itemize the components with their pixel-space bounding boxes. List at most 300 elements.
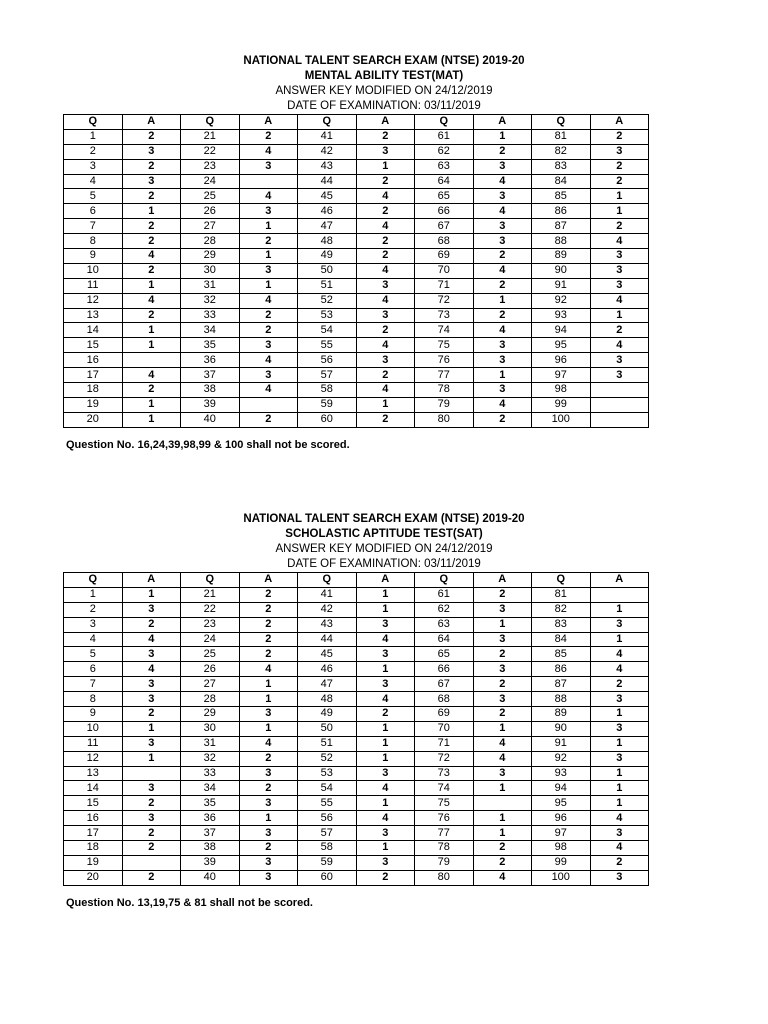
mat-header <box>0 54 768 114</box>
answer-cell: 3 <box>122 174 181 189</box>
answer-cell: 2 <box>239 781 298 796</box>
answer-cell: 4 <box>239 383 298 398</box>
table-row <box>64 174 649 189</box>
answer-cell <box>239 397 298 412</box>
question-number-cell: 2 <box>64 144 123 159</box>
answer-cell: 4 <box>122 249 181 264</box>
question-number-cell: 7 <box>64 219 123 234</box>
question-number-cell: 64 <box>415 632 474 647</box>
table-row <box>64 677 649 692</box>
question-number-cell: 30 <box>181 263 240 278</box>
question-number-cell: 36 <box>181 353 240 368</box>
answer-cell: 1 <box>590 632 649 647</box>
answer-cell: 2 <box>590 159 649 174</box>
answer-cell: 3 <box>473 234 532 249</box>
answer-cell: 3 <box>473 189 532 204</box>
answer-cell: 4 <box>473 397 532 412</box>
question-number-cell: 82 <box>532 602 591 617</box>
answer-cell: 2 <box>473 677 532 692</box>
answer-cell: 3 <box>239 204 298 219</box>
answer-cell: 2 <box>356 870 415 885</box>
question-number-cell: 14 <box>64 781 123 796</box>
question-column-header: Q <box>298 115 357 130</box>
answer-cell: 3 <box>473 662 532 677</box>
question-number-cell: 26 <box>181 204 240 219</box>
answer-cell: 4 <box>356 781 415 796</box>
answer-cell <box>590 412 649 427</box>
answer-cell: 2 <box>356 129 415 144</box>
answer-cell: 3 <box>356 308 415 323</box>
question-number-cell: 68 <box>415 234 474 249</box>
question-number-cell: 67 <box>415 219 474 234</box>
answer-cell: 3 <box>239 159 298 174</box>
question-number-cell: 92 <box>532 293 591 308</box>
question-number-cell: 74 <box>415 323 474 338</box>
answer-cell: 2 <box>122 383 181 398</box>
answer-column-header: A <box>473 115 532 130</box>
answer-cell: 4 <box>356 632 415 647</box>
answer-cell: 2 <box>122 617 181 632</box>
question-number-cell: 49 <box>298 249 357 264</box>
table-row <box>64 189 649 204</box>
answer-cell: 3 <box>473 766 532 781</box>
answer-cell: 1 <box>356 662 415 677</box>
question-number-cell: 53 <box>298 308 357 323</box>
question-number-cell: 72 <box>415 293 474 308</box>
answer-cell: 2 <box>473 144 532 159</box>
sat-section <box>0 512 768 909</box>
question-number-cell: 38 <box>181 841 240 856</box>
question-number-cell: 8 <box>64 692 123 707</box>
table-row <box>64 826 649 841</box>
sat-exam-date: DATE OF EXAMINATION: 03/11/2019 <box>287 558 481 570</box>
answer-column-header: A <box>239 115 298 130</box>
table-row <box>64 602 649 617</box>
table-row <box>64 855 649 870</box>
answer-cell: 2 <box>122 219 181 234</box>
answer-cell: 3 <box>590 249 649 264</box>
answer-cell: 3 <box>473 219 532 234</box>
answer-cell: 4 <box>122 662 181 677</box>
answer-cell: 1 <box>356 841 415 856</box>
answer-cell: 1 <box>122 751 181 766</box>
question-number-cell: 80 <box>415 870 474 885</box>
table-row <box>64 870 649 885</box>
answer-cell: 2 <box>473 841 532 856</box>
question-number-cell: 13 <box>64 766 123 781</box>
question-number-cell: 45 <box>298 189 357 204</box>
answer-cell: 3 <box>356 647 415 662</box>
question-number-cell: 28 <box>181 234 240 249</box>
question-number-cell: 55 <box>298 338 357 353</box>
question-column-header: Q <box>181 115 240 130</box>
question-number-cell: 25 <box>181 189 240 204</box>
question-number-cell: 54 <box>298 781 357 796</box>
answer-cell: 4 <box>239 144 298 159</box>
question-number-cell: 89 <box>532 249 591 264</box>
answer-cell: 4 <box>473 174 532 189</box>
answer-cell: 4 <box>122 293 181 308</box>
question-number-cell: 2 <box>64 602 123 617</box>
question-number-cell: 1 <box>64 129 123 144</box>
answer-cell: 4 <box>239 736 298 751</box>
table-row <box>64 129 649 144</box>
answer-cell: 1 <box>122 721 181 736</box>
answer-cell: 2 <box>122 826 181 841</box>
question-number-cell: 42 <box>298 144 357 159</box>
answer-cell: 1 <box>473 617 532 632</box>
question-number-cell: 60 <box>298 870 357 885</box>
table-row <box>64 204 649 219</box>
question-column-header: Q <box>64 573 123 588</box>
table-row <box>64 796 649 811</box>
question-number-cell: 24 <box>181 632 240 647</box>
question-number-cell: 69 <box>415 249 474 264</box>
question-number-cell: 17 <box>64 368 123 383</box>
answer-cell: 3 <box>122 736 181 751</box>
answer-cell: 1 <box>356 736 415 751</box>
answer-cell: 2 <box>122 129 181 144</box>
question-number-cell: 22 <box>181 602 240 617</box>
sat-scoring-note: Question No. 13,19,75 & 81 shall not be scored. <box>66 897 313 909</box>
answer-cell: 1 <box>473 826 532 841</box>
question-number-cell: 53 <box>298 766 357 781</box>
question-number-cell: 23 <box>181 159 240 174</box>
question-number-cell: 97 <box>532 826 591 841</box>
question-number-cell: 32 <box>181 293 240 308</box>
question-number-cell: 86 <box>532 204 591 219</box>
answer-cell: 2 <box>239 129 298 144</box>
table-row <box>64 412 649 427</box>
question-number-cell: 73 <box>415 308 474 323</box>
answer-cell: 1 <box>590 766 649 781</box>
question-number-cell: 100 <box>532 412 591 427</box>
question-number-cell: 81 <box>532 587 591 602</box>
table-row <box>64 707 649 722</box>
answer-cell: 4 <box>473 323 532 338</box>
question-number-cell: 88 <box>532 692 591 707</box>
question-number-cell: 71 <box>415 736 474 751</box>
question-number-cell: 15 <box>64 796 123 811</box>
question-number-cell: 10 <box>64 721 123 736</box>
question-number-cell: 41 <box>298 129 357 144</box>
answer-cell: 2 <box>356 412 415 427</box>
question-number-cell: 76 <box>415 811 474 826</box>
answer-cell: 1 <box>473 368 532 383</box>
answer-cell: 1 <box>239 811 298 826</box>
answer-cell: 2 <box>356 707 415 722</box>
answer-cell: 1 <box>356 397 415 412</box>
question-number-cell: 19 <box>64 397 123 412</box>
question-number-cell: 89 <box>532 707 591 722</box>
question-number-cell: 25 <box>181 647 240 662</box>
question-number-cell: 22 <box>181 144 240 159</box>
question-number-cell: 35 <box>181 796 240 811</box>
question-number-cell: 91 <box>532 278 591 293</box>
sat-subtitle: SCHOLASTIC APTITUDE TEST(SAT) <box>285 528 483 540</box>
answer-cell: 3 <box>239 263 298 278</box>
answer-cell: 2 <box>473 308 532 323</box>
question-number-cell: 78 <box>415 383 474 398</box>
question-number-cell: 19 <box>64 855 123 870</box>
table-row <box>64 632 649 647</box>
answer-cell: 2 <box>122 234 181 249</box>
answer-cell: 1 <box>590 796 649 811</box>
answer-cell: 2 <box>122 308 181 323</box>
question-number-cell: 98 <box>532 383 591 398</box>
answer-cell: 4 <box>239 189 298 204</box>
question-number-cell: 95 <box>532 338 591 353</box>
answer-cell: 1 <box>356 159 415 174</box>
answer-cell: 3 <box>590 751 649 766</box>
answer-cell: 2 <box>590 219 649 234</box>
question-number-cell: 37 <box>181 368 240 383</box>
mat-section <box>0 54 768 451</box>
answer-cell: 3 <box>590 353 649 368</box>
question-number-cell: 90 <box>532 263 591 278</box>
question-number-cell: 90 <box>532 721 591 736</box>
answer-cell: 4 <box>356 263 415 278</box>
answer-cell: 1 <box>473 293 532 308</box>
answer-cell: 1 <box>356 602 415 617</box>
question-number-cell: 47 <box>298 677 357 692</box>
mat-modified-line: ANSWER KEY MODIFIED ON 24/12/2019 <box>275 85 493 97</box>
answer-cell: 2 <box>122 796 181 811</box>
question-number-cell: 85 <box>532 189 591 204</box>
question-number-cell: 98 <box>532 841 591 856</box>
question-number-cell: 35 <box>181 338 240 353</box>
question-number-cell: 72 <box>415 751 474 766</box>
answer-cell: 2 <box>473 278 532 293</box>
answer-cell: 4 <box>473 263 532 278</box>
answer-cell: 2 <box>356 249 415 264</box>
table-row <box>64 159 649 174</box>
answer-cell: 1 <box>473 781 532 796</box>
answer-cell: 3 <box>122 781 181 796</box>
answer-cell: 2 <box>122 189 181 204</box>
question-number-cell: 64 <box>415 174 474 189</box>
answer-column-header: A <box>590 573 649 588</box>
question-number-cell: 13 <box>64 308 123 323</box>
answer-cell: 4 <box>356 811 415 826</box>
answer-cell: 1 <box>356 721 415 736</box>
answer-cell: 4 <box>239 293 298 308</box>
question-number-cell: 61 <box>415 129 474 144</box>
question-number-cell: 86 <box>532 662 591 677</box>
mat-subtitle: MENTAL ABILITY TEST(MAT) <box>304 70 464 82</box>
question-number-cell: 47 <box>298 219 357 234</box>
answer-cell: 1 <box>239 278 298 293</box>
mat-title: NATIONAL TALENT SEARCH EXAM (NTSE) 2019-20 <box>243 55 525 67</box>
answer-cell: 2 <box>473 249 532 264</box>
question-number-cell: 96 <box>532 353 591 368</box>
question-number-cell: 56 <box>298 353 357 368</box>
question-number-cell: 76 <box>415 353 474 368</box>
question-number-cell: 5 <box>64 647 123 662</box>
question-number-cell: 18 <box>64 841 123 856</box>
answer-column-header: A <box>590 115 649 130</box>
question-number-cell: 46 <box>298 204 357 219</box>
answer-cell: 3 <box>122 677 181 692</box>
question-number-cell: 95 <box>532 796 591 811</box>
answer-cell: 3 <box>239 855 298 870</box>
answer-column-header: A <box>122 115 181 130</box>
answer-cell: 4 <box>122 368 181 383</box>
answer-cell: 2 <box>473 855 532 870</box>
question-number-cell: 3 <box>64 159 123 174</box>
answer-cell: 3 <box>239 707 298 722</box>
question-number-cell: 62 <box>415 144 474 159</box>
question-number-cell: 4 <box>64 632 123 647</box>
question-number-cell: 4 <box>64 174 123 189</box>
question-number-cell: 6 <box>64 662 123 677</box>
question-number-cell: 99 <box>532 397 591 412</box>
question-number-cell: 24 <box>181 174 240 189</box>
sat-modified-line: ANSWER KEY MODIFIED ON 24/12/2019 <box>275 543 493 555</box>
question-number-cell: 38 <box>181 383 240 398</box>
answer-cell: 3 <box>356 677 415 692</box>
table-row <box>64 353 649 368</box>
answer-cell: 2 <box>122 841 181 856</box>
table-row <box>64 647 649 662</box>
question-number-cell: 17 <box>64 826 123 841</box>
answer-cell: 3 <box>239 796 298 811</box>
question-number-cell: 32 <box>181 751 240 766</box>
question-number-cell: 33 <box>181 308 240 323</box>
question-number-cell: 27 <box>181 677 240 692</box>
answer-cell: 3 <box>356 353 415 368</box>
answer-cell: 1 <box>590 189 649 204</box>
answer-cell: 2 <box>590 323 649 338</box>
question-number-cell: 66 <box>415 662 474 677</box>
answer-cell: 3 <box>590 692 649 707</box>
answer-cell: 2 <box>122 159 181 174</box>
question-number-cell: 51 <box>298 736 357 751</box>
question-number-cell: 31 <box>181 278 240 293</box>
table-row <box>64 736 649 751</box>
question-number-cell: 28 <box>181 692 240 707</box>
answer-cell: 2 <box>356 368 415 383</box>
question-number-cell: 16 <box>64 811 123 826</box>
table-row <box>64 323 649 338</box>
answer-cell: 4 <box>473 736 532 751</box>
answer-cell: 2 <box>239 647 298 662</box>
question-number-cell: 77 <box>415 826 474 841</box>
mat-exam-date: DATE OF EXAMINATION: 03/11/2019 <box>287 100 481 112</box>
answer-cell: 2 <box>473 647 532 662</box>
answer-cell: 1 <box>239 721 298 736</box>
answer-cell: 1 <box>122 278 181 293</box>
question-number-cell: 40 <box>181 870 240 885</box>
question-number-cell: 12 <box>64 751 123 766</box>
answer-cell: 3 <box>590 368 649 383</box>
question-number-cell: 43 <box>298 617 357 632</box>
answer-cell: 2 <box>239 617 298 632</box>
answer-cell: 3 <box>590 617 649 632</box>
question-number-cell: 84 <box>532 174 591 189</box>
question-number-cell: 97 <box>532 368 591 383</box>
answer-cell: 3 <box>473 159 532 174</box>
answer-cell <box>590 587 649 602</box>
answer-cell: 4 <box>473 870 532 885</box>
answer-cell: 2 <box>356 204 415 219</box>
answer-cell: 3 <box>356 144 415 159</box>
question-number-cell: 29 <box>181 249 240 264</box>
question-number-cell: 65 <box>415 189 474 204</box>
question-number-cell: 83 <box>532 617 591 632</box>
table-row <box>64 587 649 602</box>
answer-cell: 2 <box>356 234 415 249</box>
question-number-cell: 31 <box>181 736 240 751</box>
answer-cell: 2 <box>473 707 532 722</box>
question-number-cell: 75 <box>415 796 474 811</box>
question-number-cell: 12 <box>64 293 123 308</box>
answer-cell: 3 <box>590 870 649 885</box>
question-number-cell: 29 <box>181 707 240 722</box>
answer-cell: 1 <box>356 587 415 602</box>
answer-cell: 3 <box>356 278 415 293</box>
question-number-cell: 87 <box>532 219 591 234</box>
table-row <box>64 811 649 826</box>
answer-cell: 3 <box>122 811 181 826</box>
answer-cell <box>590 383 649 398</box>
question-number-cell: 78 <box>415 841 474 856</box>
question-number-cell: 66 <box>415 204 474 219</box>
question-number-cell: 18 <box>64 383 123 398</box>
table-row <box>64 368 649 383</box>
table-row <box>64 234 649 249</box>
table-header-row <box>64 115 649 130</box>
question-number-cell: 7 <box>64 677 123 692</box>
answer-cell: 3 <box>590 721 649 736</box>
question-number-cell: 83 <box>532 159 591 174</box>
question-number-cell: 92 <box>532 751 591 766</box>
question-number-cell: 26 <box>181 662 240 677</box>
answer-cell: 2 <box>122 707 181 722</box>
answer-cell: 1 <box>473 811 532 826</box>
question-number-cell: 5 <box>64 189 123 204</box>
question-number-cell: 27 <box>181 219 240 234</box>
question-number-cell: 50 <box>298 263 357 278</box>
answer-cell: 3 <box>239 870 298 885</box>
question-number-cell: 81 <box>532 129 591 144</box>
question-number-cell: 8 <box>64 234 123 249</box>
question-number-cell: 34 <box>181 781 240 796</box>
question-number-cell: 46 <box>298 662 357 677</box>
answer-cell: 1 <box>122 338 181 353</box>
answer-cell: 2 <box>239 632 298 647</box>
question-number-cell: 94 <box>532 781 591 796</box>
question-number-cell: 59 <box>298 855 357 870</box>
table-row <box>64 781 649 796</box>
question-number-cell: 48 <box>298 234 357 249</box>
answer-cell: 1 <box>473 129 532 144</box>
answer-cell: 3 <box>590 263 649 278</box>
answer-cell <box>590 397 649 412</box>
answer-cell: 2 <box>356 323 415 338</box>
answer-cell: 3 <box>590 826 649 841</box>
answer-cell: 1 <box>239 249 298 264</box>
question-number-cell: 44 <box>298 632 357 647</box>
answer-cell: 4 <box>239 662 298 677</box>
table-row <box>64 144 649 159</box>
answer-cell: 2 <box>590 677 649 692</box>
question-number-cell: 1 <box>64 587 123 602</box>
answer-cell: 1 <box>590 707 649 722</box>
answer-cell: 3 <box>122 144 181 159</box>
answer-cell: 3 <box>473 353 532 368</box>
answer-cell: 2 <box>473 587 532 602</box>
